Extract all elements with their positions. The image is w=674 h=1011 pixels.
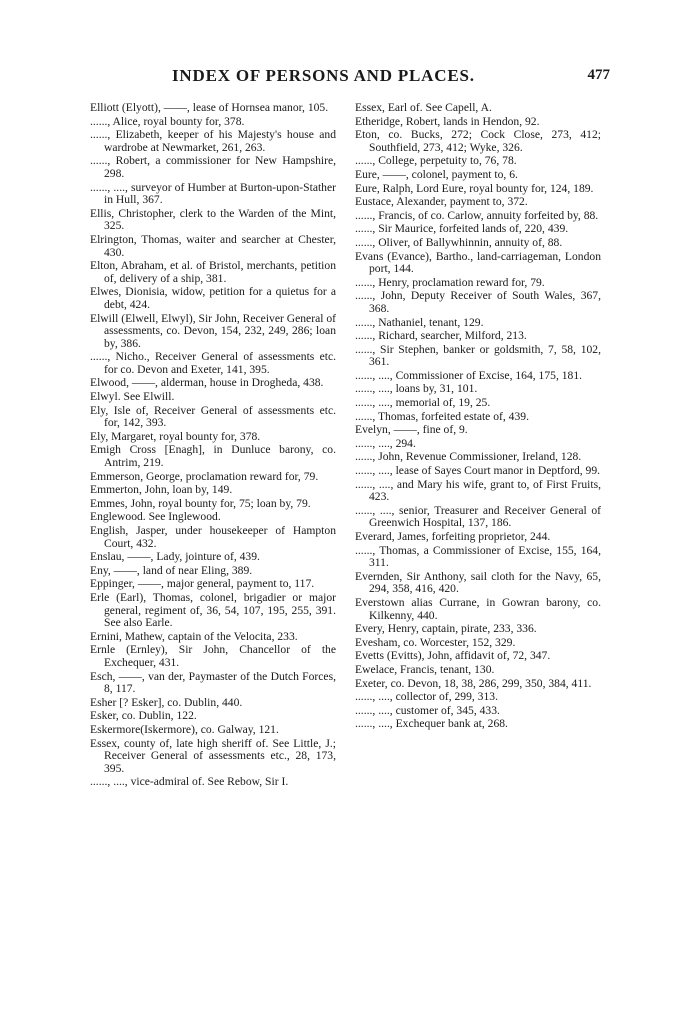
index-entry: Evelyn, ——, fine of, 9. — [355, 423, 468, 437]
index-entry: ......, College, perpetuity to, 76, 78. — [355, 154, 517, 168]
index-entry: ......, Elizabeth, keeper of his Majesty's house and wardrobe at Newmarket, 261, 263. — [90, 128, 336, 154]
index-entry: Elwyl. See Elwill. — [90, 390, 175, 404]
index-entry: ......, Oliver, of Ballywhinnin, annuity of, 88. — [355, 235, 563, 249]
index-entry: Eppinger, ——, major general, payment to, 117. — [90, 577, 315, 591]
index-entry: Eustace, Alexander, payment to, 372. — [355, 195, 528, 209]
index-entry: ......, ...., loans by, 31, 101. — [355, 382, 478, 396]
index-entry: English, Jasper, under housekeeper of Hampton Court, 432. — [90, 524, 336, 550]
index-entry: Ely, Margaret, royal bounty for, 378. — [90, 429, 261, 443]
index-entry: Evesham, co. Worcester, 152, 329. — [355, 635, 516, 649]
index-entry: ......, Sir Maurice, forfeited lands of, 220, 439. — [355, 222, 569, 236]
index-entry: Ernle (Ernley), Sir John, Chancellor of the Exchequer, 431. — [90, 643, 336, 669]
index-entry: ......, ...., Commissioner of Excise, 164, 175, 181. — [355, 368, 583, 382]
index-entry: ......, Francis, of co. Carlow, annuity forfeited by, 88. — [355, 208, 599, 222]
index-entry: ......, ...., memorial of, 19, 25. — [355, 396, 491, 410]
index-entry: Essex, Earl of. See Capell, A. — [355, 101, 492, 114]
index-entry: ......, Robert, a commissioner for New Hampshire, 298. — [90, 154, 336, 180]
index-entry: ......, ...., collector of, 299, 313. — [355, 690, 498, 704]
index-entry: Essex, county of, late high sheriff of. See Little, J.; Receiver General of assessments etc., 28, 173, 395. — [90, 736, 336, 775]
index-entry: Ellis, Christopher, clerk to the Warden of the Mint, 325. — [90, 206, 336, 233]
index-entry: ......, Thomas, forfeited estate of, 439. — [355, 409, 529, 423]
index-entry: ......, ...., vice-admiral of. See Rebow, Sir I. — [90, 775, 289, 789]
index-entry: Eure, ——, colonel, payment to, 6. — [355, 167, 518, 181]
index-entry: Everstown alias Currane, in Gowran barony, co. Kilkenny, 440. — [355, 595, 601, 622]
left-index-column — [90, 102, 336, 790]
index-entry: Everard, James, forfeiting proprietor, 244. — [355, 530, 551, 543]
index-entry: ......, ...., customer of, 345, 433. — [355, 703, 500, 717]
running-title: INDEX OF PERSONS AND PLACES. — [172, 66, 475, 85]
right-index-column — [355, 102, 601, 732]
index-entry: Erle (Earl), Thomas, colonel, brigadier or major general, regiment of, 36, 54, 107, 195, 255, 391. See also Earle. — [90, 590, 336, 630]
index-entry: Elwes, Dionisia, widow, petition for a quietus for a debt, 424. — [90, 285, 336, 311]
index-entry: ......, ...., and Mary his wife, grant to, of First Fruits, 423. — [355, 477, 601, 504]
page-number: 477 — [587, 67, 610, 83]
index-entry: ......, John, Deputy Receiver of South Wales, 367, 368. — [355, 289, 601, 315]
index-entry: ......, ...., surveyor of Humber at Burton-upon-Stather in Hull, 367. — [90, 180, 336, 207]
index-entry: ......, Nicho., Receiver General of assessments etc. for co. Devon and Exeter, 141, 395. — [90, 350, 336, 376]
index-entry: ......, Sir Stephen, banker or goldsmith, 7, 58, 102, 361. — [355, 342, 601, 369]
index-entry: ......, Richard, searcher, Milford, 213. — [355, 329, 527, 343]
index-entry: Elrington, Thomas, waiter and searcher at Chester, 430. — [90, 232, 336, 259]
index-entry: Emmes, John, royal bounty for, 75; loan by, 79. — [90, 496, 311, 510]
index-entry: Esker, co. Dublin, 122. — [90, 709, 197, 723]
index-entry: Elwood, ——, alderman, house in Drogheda, 438. — [90, 376, 324, 390]
index-entry: Eny, ——, land of near Eling, 389. — [90, 563, 253, 577]
index-entry: Emmerton, John, loan by, 149. — [90, 483, 233, 497]
page-header — [90, 66, 610, 92]
index-entry: Evetts (Evitts), John, affidavit of, 72, 347. — [355, 649, 551, 663]
index-entry: ......, ...., Exchequer bank at, 268. — [355, 717, 508, 731]
index-entry: Etheridge, Robert, lands in Hendon, 92. — [355, 114, 540, 128]
index-entry: ......, Nathaniel, tenant, 129. — [355, 315, 484, 329]
index-entry: Elwill (Elwell, Elwyl), Sir John, Receiver General of assessments, co. Devon, 154, 232, 249, 286; loan by, 386. — [90, 311, 336, 350]
index-entry: Esher [? Esker], co. Dublin, 440. — [90, 695, 243, 709]
index-entry: Ely, Isle of, Receiver General of assessments etc. for, 142, 393. — [90, 403, 336, 430]
index-entry: Emigh Cross [Enagh], in Dunluce barony, co. Antrim, 219. — [90, 443, 336, 470]
index-entry: ......, ...., 294. — [355, 436, 416, 450]
index-entry: ......, John, Revenue Commissioner, Ireland, 128. — [355, 450, 582, 464]
index-entry: ......, ...., lease of Sayes Court manor in Deptford, 99. — [355, 464, 601, 478]
index-entry: ......, Alice, royal bounty for, 378. — [90, 114, 245, 128]
index-entry: Elliott (Elyott), ——, lease of Hornsea manor, 105. — [90, 101, 329, 114]
index-entry: Englewood. See Inglewood. — [90, 510, 221, 524]
index-entry: ......, ...., senior, Treasurer and Receiver General of Greenwich Hospital, 137, 186. — [355, 503, 601, 530]
index-entry: Every, Henry, captain, pirate, 233, 336. — [355, 622, 537, 636]
index-entry: Eure, Ralph, Lord Eure, royal bounty for, 124, 189. — [355, 181, 594, 195]
index-entry: Evernden, Sir Anthony, sail cloth for the Navy, 65, 294, 358, 416, 420. — [355, 569, 601, 596]
index-entry: ......, Henry, proclamation reward for, 79. — [355, 275, 545, 289]
index-entry: Emmerson, George, proclamation reward for, 79. — [90, 469, 319, 483]
index-entry: Ewelace, Francis, tenant, 130. — [355, 662, 495, 676]
index-entry: Elton, Abraham, et al. of Bristol, merchants, petition of, delivery of a ship, 381. — [90, 259, 336, 285]
index-entry: Ernini, Mathew, captain of the Velocita, 233. — [90, 629, 298, 643]
index-entry: Eton, co. Bucks, 272; Cock Close, 273, 412; Southfield, 273, 412; Wyke, 326. — [355, 128, 601, 154]
index-entry: Eskermore(Iskermore), co. Galway, 121. — [90, 722, 279, 736]
index-entry: Evans (Evance), Bartho., land-carriageman, London port, 144. — [355, 249, 601, 276]
index-entry: Enslau, ——, Lady, jointure of, 439. — [90, 550, 260, 564]
index-entry: ......, Thomas, a Commissioner of Excise, 155, 164, 311. — [355, 543, 601, 570]
index-entry: Exeter, co. Devon, 18, 38, 286, 299, 350, 384, 411. — [355, 676, 592, 690]
index-entry: Esch, ——, van der, Paymaster of the Dutch Forces, 8, 117. — [90, 669, 336, 696]
